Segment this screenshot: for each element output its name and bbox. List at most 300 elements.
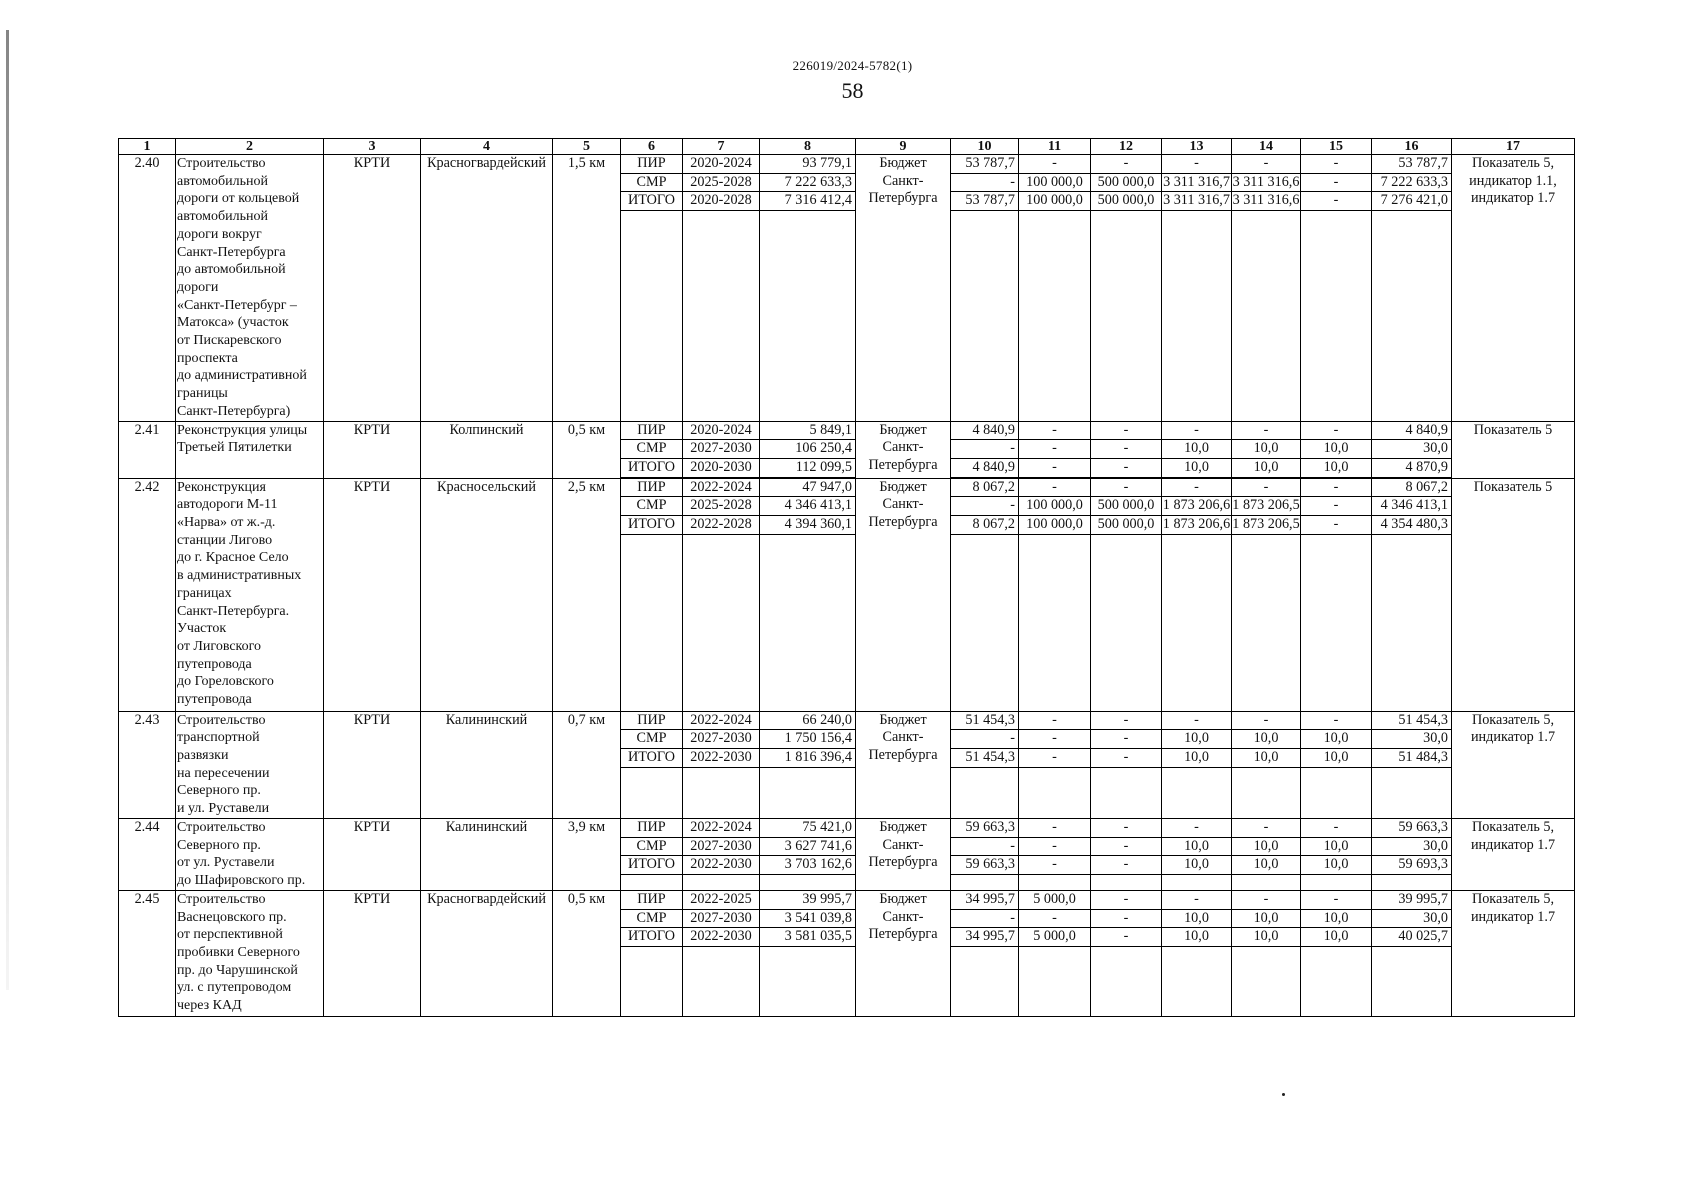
row-number: 2.44 <box>119 818 176 890</box>
amount-col-12-line: - <box>1091 730 1161 749</box>
amount-col-16 <box>1372 818 1452 890</box>
column-header-7: 7 <box>683 139 760 155</box>
amount-col-16-line: 59 693,3 <box>1372 856 1451 875</box>
amount-col-14-line: - <box>1232 712 1300 731</box>
period-line: 2022-2024 <box>683 712 759 731</box>
amount-col-11-line: - <box>1019 910 1090 929</box>
amount-col-10-line: 53 787,7 <box>951 192 1018 211</box>
amount-col-15-line: - <box>1301 192 1371 211</box>
amount-col-16-line: 39 995,7 <box>1372 891 1451 910</box>
amount-col-11-line: - <box>1019 838 1090 857</box>
work-stage-line: ПИР <box>621 155 682 174</box>
amount-col-11-line: - <box>1019 749 1090 768</box>
amount-col-16-line: 59 663,3 <box>1372 819 1451 838</box>
amount-col-13-line: - <box>1162 891 1231 910</box>
total-cost <box>760 818 856 890</box>
amount-col-15-line: - <box>1301 516 1371 535</box>
amount-col-13-line: 10,0 <box>1162 856 1231 875</box>
amount-col-13-line: 3 311 316,7 <box>1162 192 1231 211</box>
period-line: 2020-2024 <box>683 422 759 441</box>
amount-col-12 <box>1091 890 1162 1016</box>
amount-col-10 <box>951 478 1019 711</box>
row-number: 2.40 <box>119 155 176 422</box>
amount-col-10-line: 51 454,3 <box>951 749 1018 768</box>
column-header-2: 2 <box>176 139 324 155</box>
amount-col-10-line: 51 454,3 <box>951 712 1018 731</box>
amount-col-11-line: - <box>1019 819 1090 838</box>
length: 0,5 км <box>553 421 621 478</box>
amount-col-14 <box>1232 818 1301 890</box>
amount-col-11-line: 100 000,0 <box>1019 174 1090 193</box>
column-header-9: 9 <box>856 139 951 155</box>
total-cost <box>760 421 856 478</box>
amount-col-10-line: 8 067,2 <box>951 479 1018 498</box>
period <box>683 478 760 711</box>
amount-col-12 <box>1091 818 1162 890</box>
amount-col-11 <box>1019 421 1091 478</box>
column-header-5: 5 <box>553 139 621 155</box>
amount-col-12-line: - <box>1091 838 1161 857</box>
total-cost-line: 4 346 413,1 <box>760 497 855 516</box>
amount-col-14-line: 10,0 <box>1232 838 1300 857</box>
amount-col-11-line: 5 000,0 <box>1019 928 1090 947</box>
scan-edge-mark <box>6 30 9 990</box>
funding-source: Бюджет Санкт- Петербурга <box>856 421 951 478</box>
amount-col-13-line: 10,0 <box>1162 730 1231 749</box>
period-line: 2022-2024 <box>683 479 759 498</box>
work-stage-line: СМР <box>621 838 682 857</box>
amount-col-12-line: - <box>1091 712 1161 731</box>
object-name: Реконструкция улицы Третьей Пятилетки <box>176 421 324 478</box>
amount-col-13-line: 10,0 <box>1162 838 1231 857</box>
total-cost-line: 75 421,0 <box>760 819 855 838</box>
amount-col-15-line: - <box>1301 155 1371 174</box>
column-header-4: 4 <box>421 139 553 155</box>
work-stage-line: СМР <box>621 440 682 459</box>
amount-col-16 <box>1372 890 1452 1016</box>
amount-col-10 <box>951 421 1019 478</box>
responsible-org: КРТИ <box>324 890 421 1016</box>
work-stage-line: ПИР <box>621 712 682 731</box>
amount-col-13-line: - <box>1162 819 1231 838</box>
amount-col-15-line: 10,0 <box>1301 730 1371 749</box>
amount-col-14-line: 10,0 <box>1232 749 1300 768</box>
period-line: 2025-2028 <box>683 497 759 516</box>
amount-col-13-line: 10,0 <box>1162 440 1231 459</box>
amount-col-13-line: 10,0 <box>1162 749 1231 768</box>
amount-col-14 <box>1232 711 1301 818</box>
amount-col-12-line: - <box>1091 479 1161 498</box>
district: Калининский <box>421 711 553 818</box>
program-table <box>118 138 1575 1017</box>
object-name: Строительство автомобильной дороги от кольцевой автомобильной дороги вокруг Санкт-Петербурга до автомобильной дороги «Санкт-Петербург – Матокса» (участок от Пискаревского проспекта до административной границы Санкт-Петербурга) <box>176 155 324 422</box>
amount-col-16 <box>1372 155 1452 422</box>
length: 0,5 км <box>553 890 621 1016</box>
work-stage-line: ИТОГО <box>621 928 682 947</box>
indicator: Показатель 5, индикатор 1.7 <box>1452 711 1575 818</box>
work-stage-line: СМР <box>621 497 682 516</box>
amount-col-12-line: - <box>1091 910 1161 929</box>
indicator: Показатель 5 <box>1452 421 1575 478</box>
amount-col-13 <box>1162 890 1232 1016</box>
amount-col-10-line: - <box>951 730 1018 749</box>
amount-col-10 <box>951 155 1019 422</box>
amount-col-10-line: - <box>951 838 1018 857</box>
amount-col-12-line: - <box>1091 891 1161 910</box>
amount-col-13 <box>1162 421 1232 478</box>
amount-col-11-line: - <box>1019 712 1090 731</box>
amount-col-13-line: 1 873 206,6 <box>1162 497 1231 516</box>
amount-col-11-line: - <box>1019 422 1090 441</box>
amount-col-13-line: - <box>1162 155 1231 174</box>
funding-source: Бюджет Санкт- Петербурга <box>856 890 951 1016</box>
district: Калининский <box>421 818 553 890</box>
period-line: 2027-2030 <box>683 838 759 857</box>
work-stage-line: СМР <box>621 174 682 193</box>
amount-col-11-line: - <box>1019 730 1090 749</box>
amount-col-15-line: - <box>1301 712 1371 731</box>
total-cost-line: 106 250,4 <box>760 440 855 459</box>
amount-col-10-line: 34 995,7 <box>951 928 1018 947</box>
amount-col-15-line: 10,0 <box>1301 440 1371 459</box>
period-line: 2022-2030 <box>683 928 759 947</box>
amount-col-14 <box>1232 890 1301 1016</box>
amount-col-16-line: 7 222 633,3 <box>1372 174 1451 193</box>
amount-col-15 <box>1301 155 1372 422</box>
amount-col-15-line: - <box>1301 422 1371 441</box>
column-header-15: 15 <box>1301 139 1372 155</box>
column-header-3: 3 <box>324 139 421 155</box>
amount-col-12-line: 500 000,0 <box>1091 497 1161 516</box>
total-cost <box>760 711 856 818</box>
amount-col-15 <box>1301 478 1372 711</box>
period <box>683 711 760 818</box>
amount-col-10-line: - <box>951 440 1018 459</box>
amount-col-14-line: - <box>1232 155 1300 174</box>
amount-col-12-line: 500 000,0 <box>1091 192 1161 211</box>
amount-col-10-line: 34 995,7 <box>951 891 1018 910</box>
table-row <box>119 711 1575 818</box>
amount-col-11-line: - <box>1019 155 1090 174</box>
total-cost-line: 39 995,7 <box>760 891 855 910</box>
table-body <box>119 155 1575 1017</box>
indicator: Показатель 5, индикатор 1.1, индикатор 1.7 <box>1452 155 1575 422</box>
total-cost-line: 4 394 360,1 <box>760 516 855 535</box>
amount-col-14-line: 10,0 <box>1232 928 1300 947</box>
total-cost-line: 3 581 035,5 <box>760 928 855 947</box>
amount-col-10-line: 4 840,9 <box>951 422 1018 441</box>
amount-col-11 <box>1019 155 1091 422</box>
amount-col-10-line: 4 840,9 <box>951 459 1018 478</box>
total-cost-line: 3 627 741,6 <box>760 838 855 857</box>
amount-col-11-line: 100 000,0 <box>1019 516 1090 535</box>
period <box>683 818 760 890</box>
period-line: 2022-2024 <box>683 819 759 838</box>
amount-col-14-line: 3 311 316,6 <box>1232 192 1300 211</box>
total-cost-line: 7 316 412,4 <box>760 192 855 211</box>
amount-col-13-line: 10,0 <box>1162 459 1231 478</box>
amount-col-16 <box>1372 478 1452 711</box>
amount-col-16 <box>1372 421 1452 478</box>
work-stage-line: ИТОГО <box>621 192 682 211</box>
document-id: 226019/2024-5782(1) <box>792 58 913 73</box>
indicator: Показатель 5, индикатор 1.7 <box>1452 818 1575 890</box>
work-stage-line: ИТОГО <box>621 856 682 875</box>
amount-col-14-line: 10,0 <box>1232 440 1300 459</box>
period <box>683 890 760 1016</box>
amount-col-16-line: 30,0 <box>1372 440 1451 459</box>
amount-col-16-line: 53 787,7 <box>1372 155 1451 174</box>
work-stage-line: ПИР <box>621 891 682 910</box>
total-cost-line: 66 240,0 <box>760 712 855 731</box>
amount-col-14-line: 10,0 <box>1232 910 1300 929</box>
responsible-org: КРТИ <box>324 421 421 478</box>
amount-col-11-line: - <box>1019 479 1090 498</box>
amount-col-16-line: 51 484,3 <box>1372 749 1451 768</box>
table-row <box>119 421 1575 478</box>
amount-col-15-line: - <box>1301 891 1371 910</box>
amount-col-15-line: 10,0 <box>1301 856 1371 875</box>
scan-speck <box>1282 1093 1285 1096</box>
amount-col-12-line: - <box>1091 749 1161 768</box>
amount-col-10 <box>951 711 1019 818</box>
period-line: 2020-2024 <box>683 155 759 174</box>
amount-col-13 <box>1162 478 1232 711</box>
length: 0,7 км <box>553 711 621 818</box>
amount-col-14-line: - <box>1232 422 1300 441</box>
row-number: 2.45 <box>119 890 176 1016</box>
amount-col-10 <box>951 818 1019 890</box>
period <box>683 155 760 422</box>
amount-col-14-line: 1 873 206,5 <box>1232 516 1300 535</box>
amount-col-13-line: - <box>1162 479 1231 498</box>
total-cost-line: 7 222 633,3 <box>760 174 855 193</box>
work-stage <box>621 711 683 818</box>
table-row <box>119 478 1575 711</box>
amount-col-14-line: 10,0 <box>1232 856 1300 875</box>
work-stage-line: ИТОГО <box>621 749 682 768</box>
amount-col-11 <box>1019 890 1091 1016</box>
page-number: 58 <box>841 78 864 103</box>
column-header-16: 16 <box>1372 139 1452 155</box>
amount-col-10-line: - <box>951 910 1018 929</box>
amount-col-10-line: 53 787,7 <box>951 155 1018 174</box>
work-stage-line: ИТОГО <box>621 459 682 478</box>
amount-col-14-line: - <box>1232 819 1300 838</box>
amount-col-15-line: 10,0 <box>1301 928 1371 947</box>
district: Красногвардейский <box>421 155 553 422</box>
amount-col-12-line: 500 000,0 <box>1091 516 1161 535</box>
amount-col-12-line: - <box>1091 928 1161 947</box>
work-stage-line: ПИР <box>621 819 682 838</box>
amount-col-10-line: 59 663,3 <box>951 856 1018 875</box>
responsible-org: КРТИ <box>324 478 421 711</box>
total-cost-line: 1 816 396,4 <box>760 749 855 768</box>
amount-col-13-line: 3 311 316,7 <box>1162 174 1231 193</box>
period-line: 2022-2025 <box>683 891 759 910</box>
column-header-13: 13 <box>1162 139 1232 155</box>
total-cost-line: 1 750 156,4 <box>760 730 855 749</box>
table-row <box>119 890 1575 1016</box>
amount-col-16 <box>1372 711 1452 818</box>
amount-col-16-line: 7 276 421,0 <box>1372 192 1451 211</box>
amount-col-10-line: - <box>951 174 1018 193</box>
amount-col-13-line: 10,0 <box>1162 928 1231 947</box>
amount-col-15 <box>1301 711 1372 818</box>
row-number: 2.41 <box>119 421 176 478</box>
amount-col-12-line: - <box>1091 155 1161 174</box>
total-cost-line: 3 703 162,6 <box>760 856 855 875</box>
amount-col-13 <box>1162 155 1232 422</box>
amount-col-15 <box>1301 890 1372 1016</box>
amount-col-15-line: 10,0 <box>1301 459 1371 478</box>
amount-col-16-line: 30,0 <box>1372 838 1451 857</box>
funding-source: Бюджет Санкт- Петербурга <box>856 155 951 422</box>
amount-col-12-line: - <box>1091 422 1161 441</box>
amount-col-10-line: - <box>951 497 1018 516</box>
total-cost-line: 112 099,5 <box>760 459 855 478</box>
funding-source: Бюджет Санкт- Петербурга <box>856 711 951 818</box>
period-line: 2020-2030 <box>683 459 759 478</box>
amount-col-16-line: 4 346 413,1 <box>1372 497 1451 516</box>
amount-col-12-line: - <box>1091 440 1161 459</box>
work-stage-line: ПИР <box>621 479 682 498</box>
amount-col-13-line: 1 873 206,6 <box>1162 516 1231 535</box>
amount-col-11 <box>1019 818 1091 890</box>
amount-col-14 <box>1232 478 1301 711</box>
column-number-row <box>119 139 1575 155</box>
amount-col-15-line: - <box>1301 819 1371 838</box>
object-name: Строительство Северного пр. от ул. Руставели до Шафировского пр. <box>176 818 324 890</box>
amount-col-14 <box>1232 421 1301 478</box>
amount-col-12-line: - <box>1091 856 1161 875</box>
indicator: Показатель 5, индикатор 1.7 <box>1452 890 1575 1016</box>
amount-col-12-line: - <box>1091 819 1161 838</box>
period-line: 2027-2030 <box>683 910 759 929</box>
amount-col-14-line: - <box>1232 891 1300 910</box>
amount-col-14-line: 10,0 <box>1232 459 1300 478</box>
period-line: 2025-2028 <box>683 174 759 193</box>
amount-col-15-line: - <box>1301 174 1371 193</box>
work-stage-line: ПИР <box>621 422 682 441</box>
amount-col-13 <box>1162 818 1232 890</box>
amount-col-16-line: 51 454,3 <box>1372 712 1451 731</box>
amount-col-14-line: - <box>1232 479 1300 498</box>
amount-col-12 <box>1091 155 1162 422</box>
amount-col-11-line: - <box>1019 856 1090 875</box>
amount-col-16-line: 8 067,2 <box>1372 479 1451 498</box>
amount-col-11 <box>1019 478 1091 711</box>
period-line: 2027-2030 <box>683 730 759 749</box>
total-cost-line: 3 541 039,8 <box>760 910 855 929</box>
period-line: 2020-2028 <box>683 192 759 211</box>
amount-col-11-line: - <box>1019 459 1090 478</box>
amount-col-15 <box>1301 818 1372 890</box>
funding-source: Бюджет Санкт- Петербурга <box>856 478 951 711</box>
amount-col-12 <box>1091 711 1162 818</box>
column-header-1: 1 <box>119 139 176 155</box>
indicator: Показатель 5 <box>1452 478 1575 711</box>
amount-col-15-line: 10,0 <box>1301 910 1371 929</box>
amount-col-15-line: 10,0 <box>1301 838 1371 857</box>
amount-col-14 <box>1232 155 1301 422</box>
length: 2,5 км <box>553 478 621 711</box>
amount-col-10-line: 8 067,2 <box>951 516 1018 535</box>
row-number: 2.42 <box>119 478 176 711</box>
amount-col-15 <box>1301 421 1372 478</box>
responsible-org: КРТИ <box>324 711 421 818</box>
period <box>683 421 760 478</box>
object-name: Строительство транспортной развязки на пересечении Северного пр. и ул. Руставели <box>176 711 324 818</box>
column-header-12: 12 <box>1091 139 1162 155</box>
object-name: Реконструкция автодороги М-11 «Нарва» от ж.-д. станции Лигово до г. Красное Село в административных границах Санкт-Петербурга. Участок от Лиговского путепровода до Гореловского путепровода <box>176 478 324 711</box>
amount-col-16-line: 40 025,7 <box>1372 928 1451 947</box>
amount-col-11 <box>1019 711 1091 818</box>
responsible-org: КРТИ <box>324 155 421 422</box>
column-header-11: 11 <box>1019 139 1091 155</box>
amount-col-15-line: 10,0 <box>1301 749 1371 768</box>
amount-col-10 <box>951 890 1019 1016</box>
column-header-10: 10 <box>951 139 1019 155</box>
district: Колпинский <box>421 421 553 478</box>
funding-source: Бюджет Санкт- Петербурга <box>856 818 951 890</box>
amount-col-13 <box>1162 711 1232 818</box>
amount-col-16-line: 4 354 480,3 <box>1372 516 1451 535</box>
period-line: 2022-2030 <box>683 749 759 768</box>
amount-col-12-line: - <box>1091 459 1161 478</box>
amount-col-10-line: 59 663,3 <box>951 819 1018 838</box>
amount-col-12 <box>1091 478 1162 711</box>
amount-col-14-line: 1 873 206,5 <box>1232 497 1300 516</box>
work-stage <box>621 818 683 890</box>
amount-col-11-line: 100 000,0 <box>1019 192 1090 211</box>
column-header-17: 17 <box>1452 139 1575 155</box>
work-stage <box>621 890 683 1016</box>
amount-col-12-line: 500 000,0 <box>1091 174 1161 193</box>
total-cost <box>760 155 856 422</box>
table-row <box>119 818 1575 890</box>
work-stage <box>621 421 683 478</box>
amount-col-11-line: 100 000,0 <box>1019 497 1090 516</box>
work-stage <box>621 478 683 711</box>
district: Красносельский <box>421 478 553 711</box>
amount-col-13-line: 10,0 <box>1162 910 1231 929</box>
amount-col-13-line: - <box>1162 422 1231 441</box>
work-stage-line: ИТОГО <box>621 516 682 535</box>
amount-col-13-line: - <box>1162 712 1231 731</box>
work-stage-line: СМР <box>621 730 682 749</box>
total-cost-line: 5 849,1 <box>760 422 855 441</box>
total-cost <box>760 890 856 1016</box>
total-cost-line: 47 947,0 <box>760 479 855 498</box>
column-header-14: 14 <box>1232 139 1301 155</box>
amount-col-15-line: - <box>1301 497 1371 516</box>
object-name: Строительство Васнецовского пр. от перспективной пробивки Северного пр. до Чарушинской ул. с путепроводом через КАД <box>176 890 324 1016</box>
amount-col-16-line: 30,0 <box>1372 910 1451 929</box>
amount-col-14-line: 10,0 <box>1232 730 1300 749</box>
row-number: 2.43 <box>119 711 176 818</box>
period-line: 2022-2030 <box>683 856 759 875</box>
amount-col-16-line: 4 840,9 <box>1372 422 1451 441</box>
period-line: 2027-2030 <box>683 440 759 459</box>
responsible-org: КРТИ <box>324 818 421 890</box>
column-header-8: 8 <box>760 139 856 155</box>
amount-col-16-line: 4 870,9 <box>1372 459 1451 478</box>
total-cost-line: 93 779,1 <box>760 155 855 174</box>
amount-col-12 <box>1091 421 1162 478</box>
column-header-6: 6 <box>621 139 683 155</box>
amount-col-15-line: - <box>1301 479 1371 498</box>
